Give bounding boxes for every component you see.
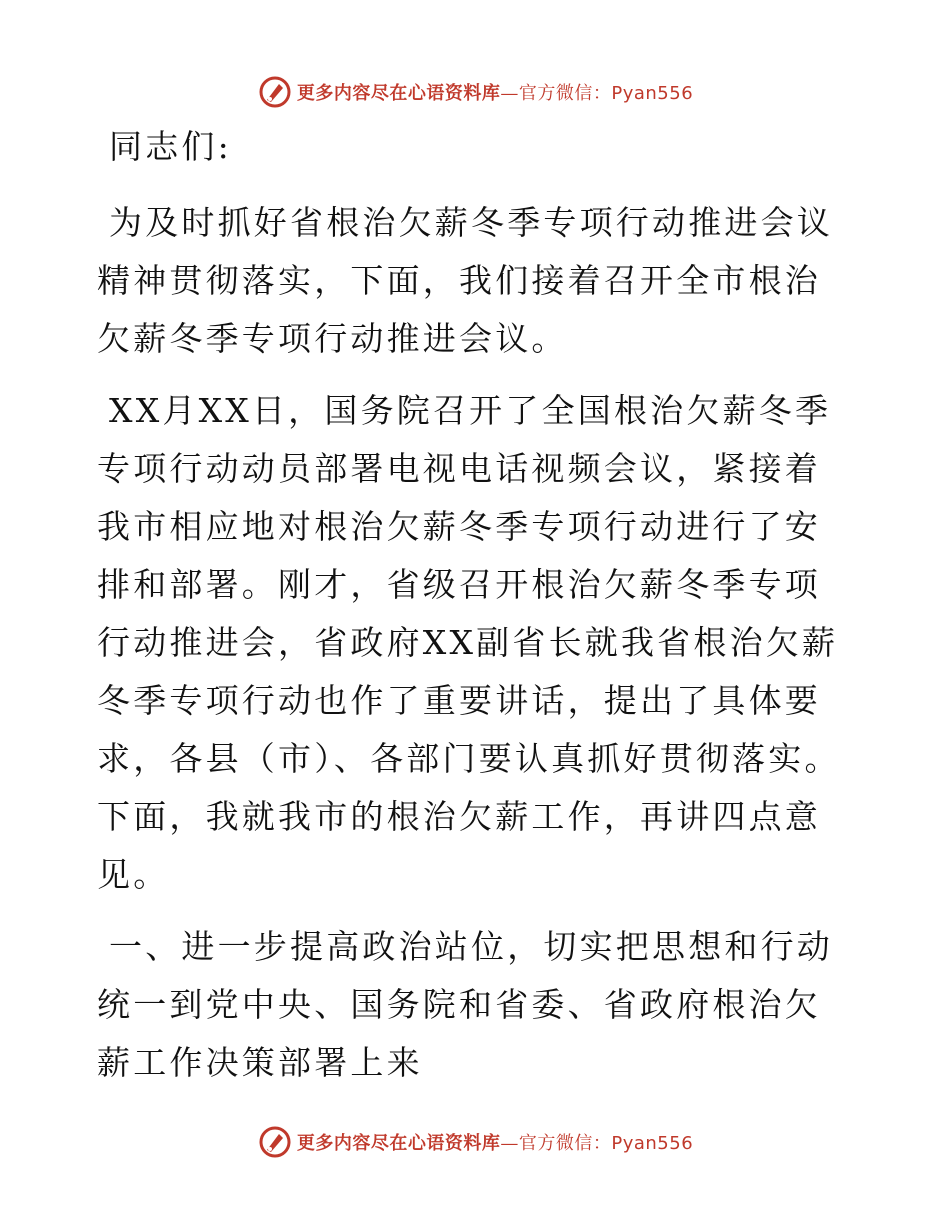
watermark-id: Pyan556 bbox=[611, 83, 694, 104]
paragraph-intro: 为及时抓好省根治欠薪冬季专项行动推进会议精神贯彻落实，下面，我们接着召开全市根治欠薪冬季专项行动推进会议。 bbox=[97, 203, 833, 358]
paragraph-section-heading: 一、进一步提高政治站位，切实把思想和行动统一到党中央、国务院和省委、省政府根治欠薪工作决策部署上来 bbox=[97, 927, 833, 1082]
watermark-id: Pyan556 bbox=[611, 1133, 694, 1154]
footer-watermark bbox=[0, 1124, 950, 1160]
pen-nib-circle-icon bbox=[257, 74, 293, 110]
watermark-text bbox=[297, 1129, 693, 1155]
watermark-dash: — bbox=[500, 1133, 519, 1154]
watermark-middle: 官方微信： bbox=[518, 83, 612, 104]
document-body bbox=[97, 118, 857, 1106]
watermark-middle: 官方微信： bbox=[518, 1133, 612, 1154]
watermark-prefix: 更多内容尽在心语资料库 bbox=[296, 1133, 501, 1154]
pen-nib-circle-icon bbox=[257, 1124, 293, 1160]
watermark-dash: — bbox=[500, 83, 519, 104]
paragraph-background: XX月XX日，国务院召开了全国根治欠薪冬季专项行动动员部署电视电话视频会议，紧接着我市相应地对根治欠薪冬季专项行动进行了安排和部署。刚才，省级召开根治欠薪冬季专项行动推进会，省政府XX副省长就我省根治欠薪冬季专项行动也作了重要讲话，提出了具体要求，各县（市）、各部门要认真抓好贯彻落实。下面，我就我市的根治欠薪工作，再讲四点意见。 bbox=[97, 391, 841, 894]
watermark-text bbox=[297, 79, 693, 105]
watermark-prefix: 更多内容尽在心语资料库 bbox=[296, 83, 501, 104]
salutation: 同志们: bbox=[109, 127, 232, 166]
header-watermark bbox=[0, 74, 950, 110]
